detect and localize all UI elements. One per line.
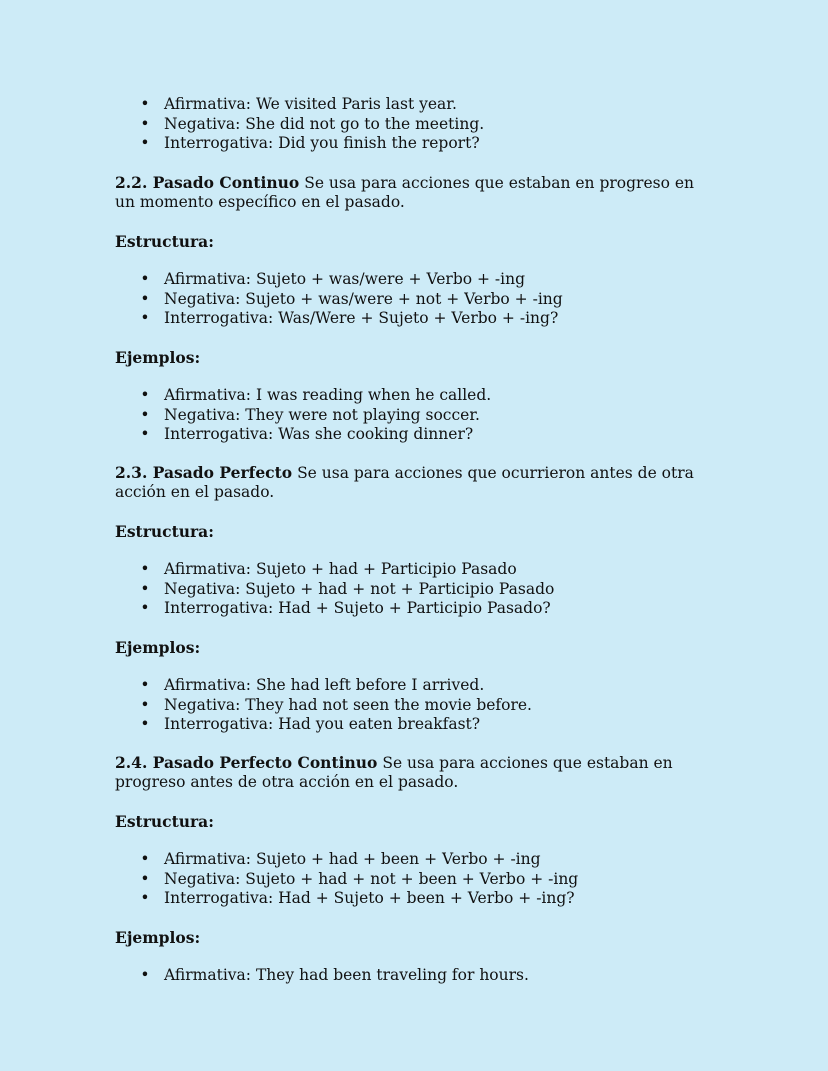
bullet-icon: • bbox=[140, 579, 150, 598]
list-item bbox=[115, 95, 715, 115]
list-item bbox=[115, 696, 715, 716]
section-heading-paragraph bbox=[115, 463, 715, 503]
bullet-icon: • bbox=[140, 869, 150, 888]
ejemplos-list bbox=[115, 386, 715, 445]
list-item-text: Interrogativa: Had you eaten breakfast? bbox=[164, 715, 481, 733]
bullet-icon: • bbox=[140, 425, 150, 443]
bullet-icon: • bbox=[140, 966, 150, 984]
estructura-list bbox=[115, 270, 715, 329]
list-item-text: Afirmativa: She had left before I arrived. bbox=[164, 676, 485, 694]
estructura-label: Estructura: bbox=[115, 231, 214, 251]
list-item bbox=[115, 560, 715, 580]
list-item bbox=[115, 425, 715, 445]
estructura-list bbox=[115, 560, 715, 619]
bullet-icon: • bbox=[140, 850, 150, 868]
list-item-text: Interrogativa: Did you finish the report? bbox=[164, 134, 480, 152]
list-item-text: Afirmativa: Sujeto + had + Participio Pasado bbox=[164, 560, 517, 578]
estructura-label: Estructura: bbox=[115, 521, 214, 541]
bullet-icon: • bbox=[140, 599, 150, 617]
list-item bbox=[115, 406, 715, 426]
section-heading: 2.4. Pasado Perfecto Continuo bbox=[115, 752, 378, 772]
ejemplos-list bbox=[115, 966, 715, 986]
bullet-icon: • bbox=[140, 560, 150, 578]
bullet-icon: • bbox=[140, 289, 150, 308]
list-item bbox=[115, 580, 715, 600]
list-item bbox=[115, 889, 715, 909]
list-item-text: Negativa: They had not seen the movie before. bbox=[164, 695, 532, 714]
list-item-text: Afirmativa: I was reading when he called. bbox=[164, 386, 492, 404]
ejemplos-label: Ejemplos: bbox=[115, 347, 201, 367]
section-description: Se usa para acciones que estaban en progreso en un momento específico en el pasado. bbox=[115, 173, 694, 211]
list-item bbox=[115, 386, 715, 406]
section-description: Se usa para acciones que estaban en progreso antes de otra acción en el pasado. bbox=[115, 753, 673, 791]
list-item-text: Afirmativa: We visited Paris last year. bbox=[164, 95, 457, 113]
list-item bbox=[115, 715, 715, 735]
list-item-text: Interrogativa: Was/Were + Sujeto + Verbo + -ing? bbox=[164, 309, 559, 327]
bullet-icon: • bbox=[140, 95, 150, 113]
list-item bbox=[115, 270, 715, 290]
document-page bbox=[115, 95, 715, 986]
list-item-text: Negativa: Sujeto + had + not + been + Verbo + -ing bbox=[164, 869, 579, 888]
list-item-text: Afirmativa: Sujeto + was/were + Verbo + -ing bbox=[164, 270, 526, 288]
ejemplos-label: Ejemplos: bbox=[115, 637, 201, 657]
bullet-icon: • bbox=[140, 676, 150, 694]
list-item-text: Negativa: She did not go to the meeting. bbox=[164, 114, 485, 133]
bullet-icon: • bbox=[140, 309, 150, 327]
list-item bbox=[115, 115, 715, 135]
list-item bbox=[115, 850, 715, 870]
list-item-text: Afirmativa: They had been traveling for hours. bbox=[164, 966, 529, 984]
list-item-text: Negativa: They were not playing soccer. bbox=[164, 405, 480, 424]
section-heading-paragraph bbox=[115, 173, 715, 213]
list-item-text: Negativa: Sujeto + was/were + not + Verbo + -ing bbox=[164, 289, 563, 308]
list-item bbox=[115, 134, 715, 154]
section-heading: 2.3. Pasado Perfecto bbox=[115, 462, 293, 482]
bullet-icon: • bbox=[140, 889, 150, 907]
bullet-icon: • bbox=[140, 270, 150, 288]
bullet-icon: • bbox=[140, 405, 150, 424]
bullet-icon: • bbox=[140, 695, 150, 714]
list-item-text: Interrogativa: Had + Sujeto + been + Verbo + -ing? bbox=[164, 889, 575, 907]
list-item bbox=[115, 870, 715, 890]
ejemplos-list bbox=[115, 676, 715, 735]
estructura-label: Estructura: bbox=[115, 811, 214, 831]
section-description: Se usa para acciones que ocurrieron antes de otra acción en el pasado. bbox=[115, 463, 694, 501]
list-item bbox=[115, 309, 715, 329]
list-item-text: Negativa: Sujeto + had + not + Participio Pasado bbox=[164, 579, 555, 598]
section-heading: 2.2. Pasado Continuo bbox=[115, 172, 300, 192]
list-item bbox=[115, 290, 715, 310]
list-item bbox=[115, 599, 715, 619]
estructura-list bbox=[115, 850, 715, 909]
list-item-text: Afirmativa: Sujeto + had + been + Verbo + -ing bbox=[164, 850, 541, 868]
bullet-icon: • bbox=[140, 134, 150, 152]
list-item-text: Interrogativa: Was she cooking dinner? bbox=[164, 425, 474, 443]
bullet-icon: • bbox=[140, 114, 150, 133]
list-item-text: Interrogativa: Had + Sujeto + Participio Pasado? bbox=[164, 599, 551, 617]
section-heading-paragraph bbox=[115, 753, 715, 793]
list-item bbox=[115, 676, 715, 696]
bullet-icon: • bbox=[140, 386, 150, 404]
bullet-icon: • bbox=[140, 715, 150, 733]
list-item bbox=[115, 966, 715, 986]
ejemplos-label: Ejemplos: bbox=[115, 927, 201, 947]
intro-examples-list bbox=[115, 95, 715, 154]
